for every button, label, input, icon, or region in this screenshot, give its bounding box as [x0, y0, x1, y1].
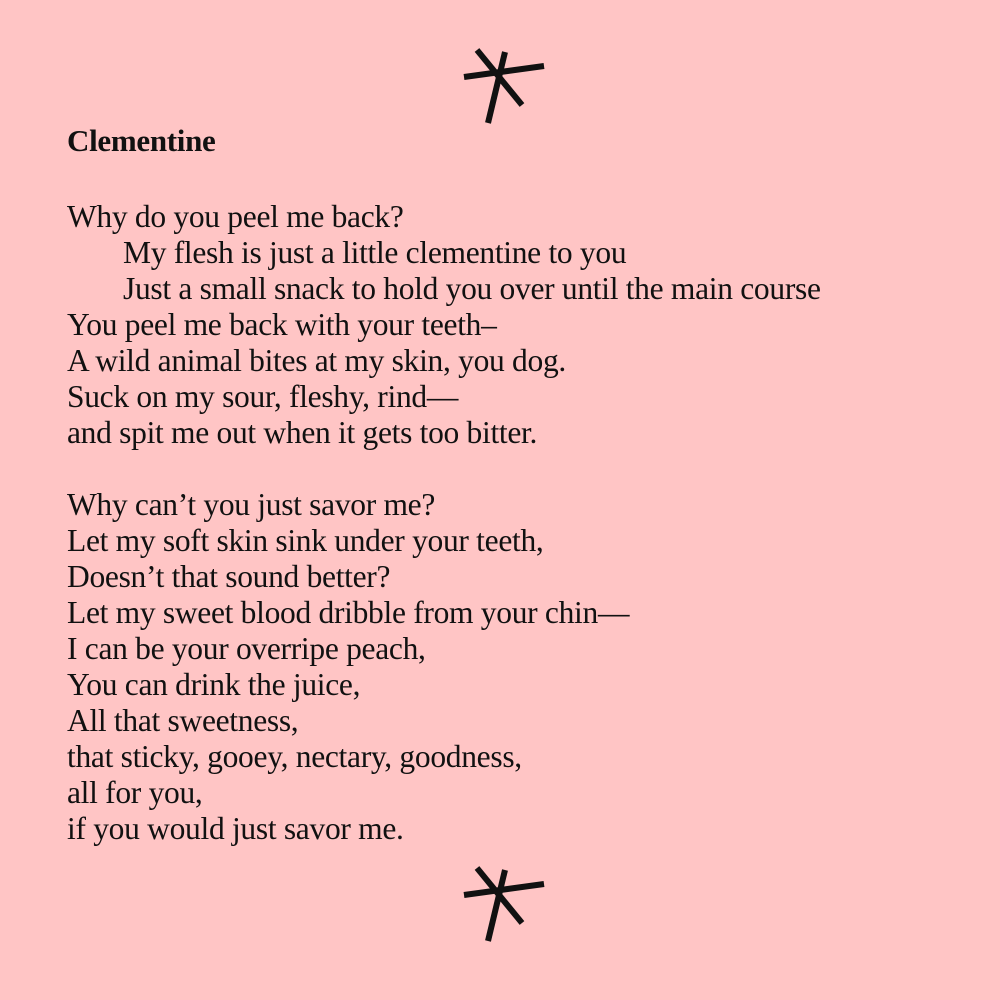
stanza-1 [67, 199, 967, 451]
poem-line: and spit me out when it gets too bitter. [67, 415, 538, 450]
poem-line: that sticky, gooey, nectary, goodness, [67, 739, 522, 774]
poem-line: Let my soft skin sink under your teeth, [67, 523, 544, 558]
poem [67, 119, 967, 847]
poem-line: all for you, [67, 775, 203, 810]
poem-line: Why do you peel me back? [67, 199, 404, 234]
top-asterisk-icon [450, 44, 546, 124]
poem-line: My flesh is just a little clementine to you [123, 235, 627, 270]
poem-line: You peel me back with your teeth– [67, 307, 497, 342]
poem-line: All that sweetness, [67, 703, 299, 738]
asterisk-icon [450, 44, 546, 124]
asterisk-icon [450, 862, 546, 942]
poem-line: You can drink the juice, [67, 667, 361, 702]
poem-title: Clementine [67, 123, 216, 158]
poem-line: I can be your overripe peach, [67, 631, 426, 666]
poem-line: Why can’t you just savor me? [67, 487, 436, 522]
poem-line: Doesn’t that sound better? [67, 559, 391, 594]
poem-line: Just a small snack to hold you over until the main course [123, 271, 821, 306]
poem-line: Suck on my sour, fleshy, rind— [67, 379, 459, 414]
poem-line: Let my sweet blood dribble from your chin— [67, 595, 630, 630]
bottom-asterisk-icon [450, 862, 546, 942]
poem-line: if you would just savor me. [67, 811, 404, 846]
stanza-2 [67, 487, 967, 847]
poem-line: A wild animal bites at my skin, you dog. [67, 343, 566, 378]
